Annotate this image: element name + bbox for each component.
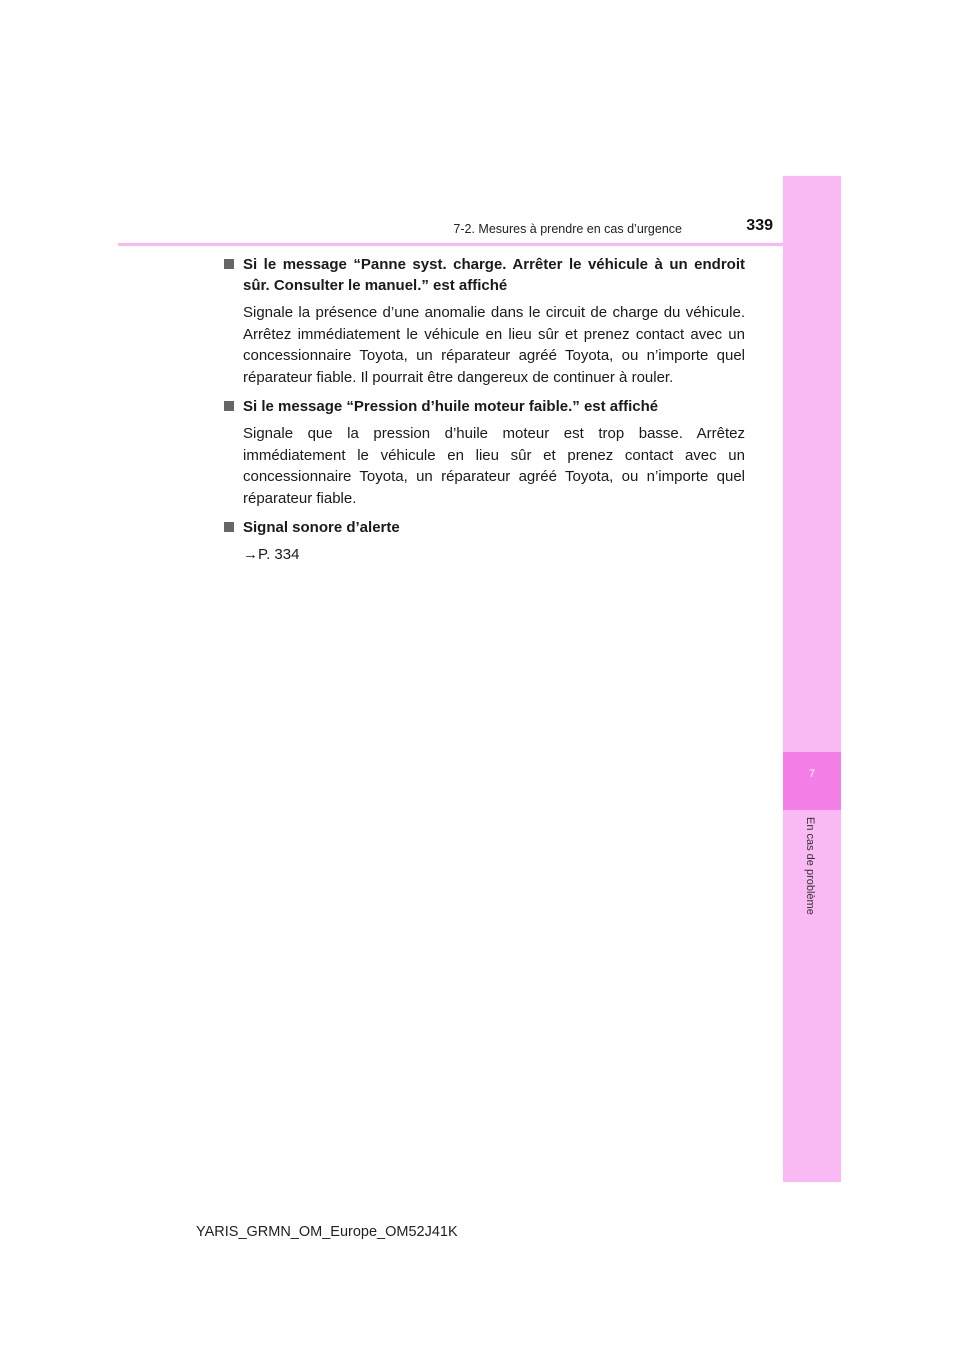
chapter-title: En cas de problème [804,817,816,915]
section-heading-text: Si le message “Pression d’huile moteur faible.” est affiché [243,398,659,415]
section-oil-pressure [222,396,745,509]
square-bullet-icon [224,401,234,411]
square-bullet-icon [224,259,234,269]
section-warning-buzzer [222,517,745,565]
section-heading [222,254,745,296]
section-heading [222,517,745,538]
section-charge-system [222,254,745,388]
section-heading-text: Si le message “Panne syst. charge. Arrêter le véhicule à un endroit sûr. Consulter le manuel.” est affiché [243,256,745,294]
page-content [222,254,745,573]
section-body: Signale la présence d’une anomalie dans le circuit de charge du véhicule. Arrêtez immédiatement le véhicule en lieu sûr et prenez contact avec un concessionnaire Toyota, un réparateur agréé Toyota, ou n’importe quel réparateur fiable. Il pourrait être dangereux de continuer à rouler. [243,304,745,386]
section-title: 7-2. Mesures à prendre en cas d’urgence [453,222,682,236]
square-bullet-icon [224,522,234,532]
chapter-side-tab [783,176,841,1182]
header-rule [118,243,841,246]
document-code: YARIS_GRMN_OM_Europe_OM52J41K [196,1224,458,1240]
section-heading-text: Signal sonore d’alerte [243,519,400,536]
section-heading [222,396,745,417]
page-reference-link[interactable]: →P. 334 [243,546,300,563]
section-body: Signale que la pression d’huile moteur est trop basse. Arrêtez immédiatement le véhicule en lieu sûr et prenez contact avec un concessionnaire Toyota, un réparateur agréé Toyota, ou n’importe quel réparateur fiable. [243,425,745,507]
chapter-tab-active [783,752,841,810]
page-number: 339 [746,217,773,234]
chapter-number: 7 [808,768,816,780]
